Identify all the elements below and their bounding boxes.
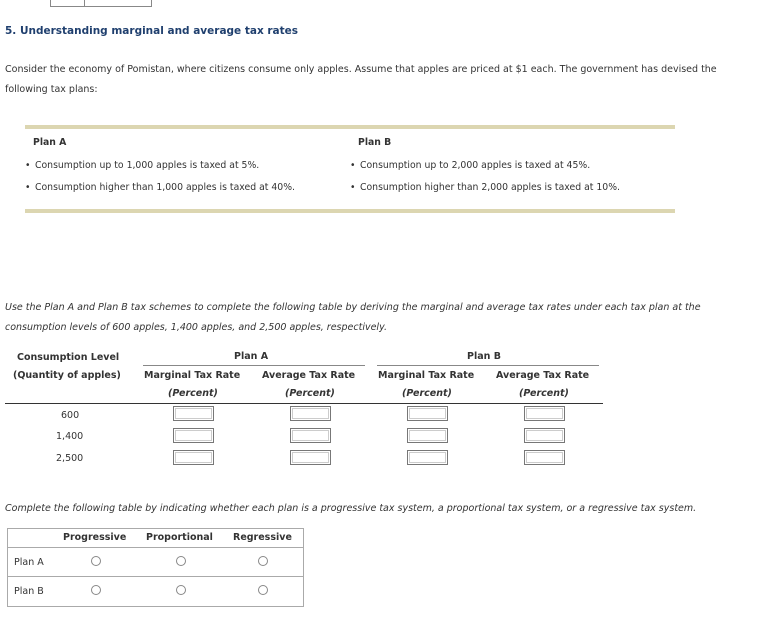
plan-a-marginal-1400-input[interactable] — [173, 428, 214, 443]
plan-b-marginal-1400-input[interactable] — [407, 428, 448, 443]
plan-b-progressive-radio[interactable] — [91, 585, 101, 595]
plan-a-average-header: Average Tax Rate — [262, 370, 356, 381]
row-label-plan-a: Plan A — [14, 557, 44, 568]
question-intro: Consider the economy of Pomistan, where citizens consume only apples. Assume that apples are priced at $1 each. The government has devised the following tax plans: — [5, 64, 717, 95]
plan-b-item: • Consumption higher than 2,000 apples is taxed at 10%. — [350, 177, 620, 199]
header-regressive: Regressive — [233, 532, 292, 543]
row-label-plan-b: Plan B — [14, 586, 44, 597]
plan-b-marginal-header: Marginal Tax Rate — [378, 370, 475, 381]
level-2500: 2,500 — [56, 453, 84, 464]
bullet-icon: • — [350, 182, 356, 193]
plan-a-average-1400-input[interactable] — [290, 428, 331, 443]
plan-b-average-header: Average Tax Rate — [496, 370, 590, 381]
plan-a-item: • Consumption up to 1,000 apples is taxed at 5%. — [25, 155, 295, 177]
col-consumption-level-sub: (Quantity of apples) — [13, 370, 121, 381]
col-consumption-level: Consumption Level — [17, 352, 120, 363]
plan-a-divider — [143, 365, 365, 366]
rate-table-instruction: Use the Plan A and Plan B tax schemes to complete the following table by deriving the marginal and average tax rates under each tax plan at the consumption levels of 600 apples, 1,400 apples, and 2,500 apples, respectively. — [5, 302, 701, 333]
plan-a-proportional-radio[interactable] — [176, 556, 186, 566]
plan-b-average-1400-input[interactable] — [524, 428, 565, 443]
level-600: 600 — [61, 410, 80, 421]
bullet-icon: • — [350, 160, 356, 171]
plan-b-title: Plan B — [358, 137, 392, 148]
percent-label: (Percent) — [168, 388, 218, 399]
tax-plans-box — [25, 125, 675, 213]
level-1400: 1,400 — [56, 431, 84, 442]
plan-a-header: Plan A — [234, 351, 269, 362]
system-table-instruction: Complete the following table by indicating whether each plan is a progressive tax system, a proportional tax system, or a regressive tax system. — [5, 503, 697, 514]
header-proportional: Proportional — [146, 532, 213, 543]
plan-a-item: • Consumption higher than 1,000 apples is taxed at 40%. — [25, 177, 295, 199]
tax-system-table — [7, 528, 304, 607]
plan-a-description — [25, 137, 295, 199]
plan-b-header: Plan B — [467, 351, 501, 362]
plan-b-item: • Consumption up to 2,000 apples is taxed at 45%. — [350, 155, 620, 177]
plan-a-marginal-600-input[interactable] — [173, 406, 214, 421]
plan-b-average-2500-input[interactable] — [524, 450, 565, 465]
plan-b-marginal-600-input[interactable] — [407, 406, 448, 421]
plan-a-marginal-2500-input[interactable] — [173, 450, 214, 465]
top-tab-stub — [50, 0, 152, 7]
percent-label: (Percent) — [519, 388, 569, 399]
bullet-icon: • — [25, 160, 31, 171]
plan-b-average-600-input[interactable] — [524, 406, 565, 421]
plan-a-progressive-radio[interactable] — [91, 556, 101, 566]
plan-a-average-2500-input[interactable] — [290, 450, 331, 465]
plan-a-marginal-header: Marginal Tax Rate — [144, 370, 241, 381]
plan-b-divider — [377, 365, 599, 366]
table-header-rule — [5, 403, 603, 404]
table-row-plan-b — [8, 576, 303, 605]
table-row-plan-a — [8, 547, 303, 576]
question-title: 5. Understanding marginal and average tax rates — [5, 25, 299, 37]
header-progressive: Progressive — [63, 532, 127, 543]
percent-label: (Percent) — [402, 388, 452, 399]
plan-b-proportional-radio[interactable] — [176, 585, 186, 595]
bullet-icon: • — [25, 182, 31, 193]
plan-b-regressive-radio[interactable] — [258, 585, 268, 595]
plan-b-description — [350, 137, 620, 199]
plan-a-regressive-radio[interactable] — [258, 556, 268, 566]
plan-b-marginal-2500-input[interactable] — [407, 450, 448, 465]
plan-a-average-600-input[interactable] — [290, 406, 331, 421]
plan-a-title: Plan A — [33, 137, 67, 148]
percent-label: (Percent) — [285, 388, 335, 399]
